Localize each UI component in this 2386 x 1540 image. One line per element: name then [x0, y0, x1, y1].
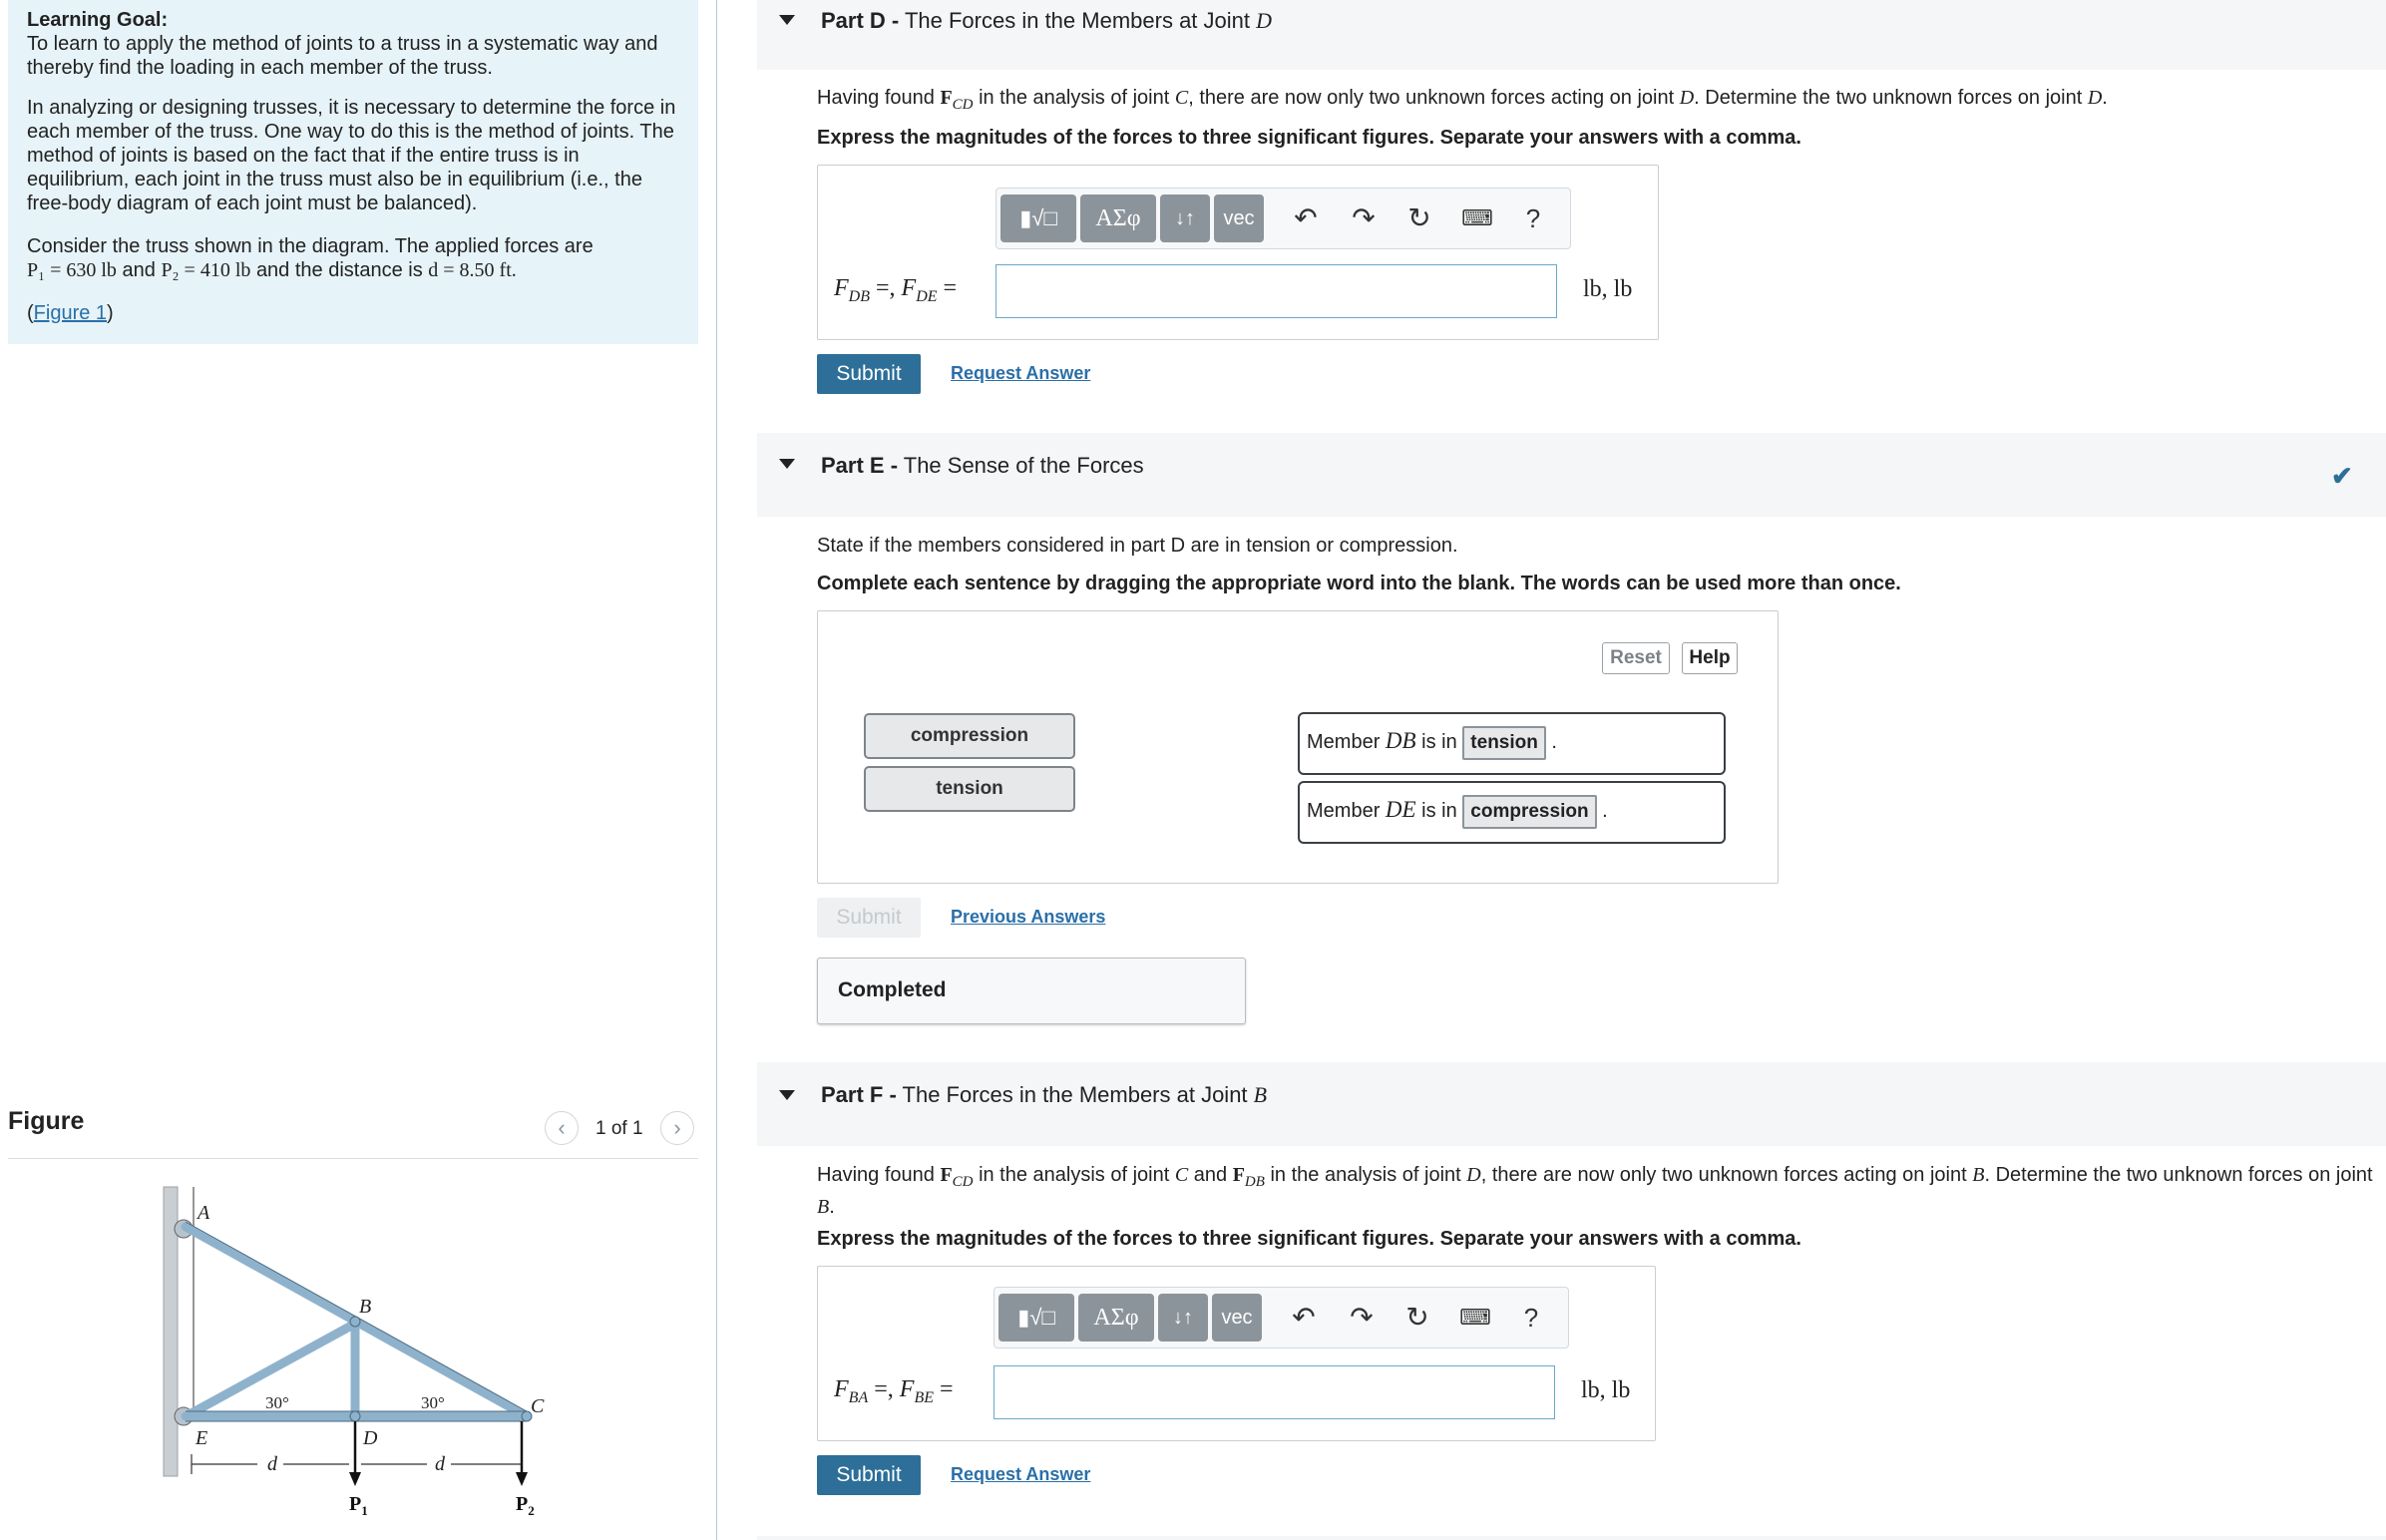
part-e-submit-button: Submit [817, 898, 921, 938]
part-f-title [821, 1082, 1267, 1108]
help-button[interactable]: ? [1523, 1303, 1539, 1333]
figure-pager: 1 of 1 [596, 1118, 643, 1139]
arrows-button[interactable]: ↓↑ [1158, 1294, 1208, 1342]
help-button[interactable]: ? [1525, 203, 1541, 233]
force-fcd-f: $F_{CD}$ [940, 1164, 974, 1190]
part-f-submit-button[interactable]: Submit [817, 1455, 921, 1495]
angle-label-c: 30° [421, 1393, 445, 1412]
reset-icon[interactable]: ↻ [1407, 202, 1431, 233]
templates-button[interactable] [998, 1294, 1074, 1342]
goal-text: To learn to apply the method of joints to a truss in a systematic way and thereby find the loading in each member of the truss. [27, 33, 658, 79]
part-e-title-text: The Sense of the Forces [903, 453, 1144, 478]
vec-button[interactable]: vec [1212, 1294, 1262, 1342]
label-a: A [198, 1202, 210, 1224]
part-d-intro-c: , there are now only two unknown forces acting on joint [1188, 87, 1675, 109]
keyboard-icon[interactable]: ⌨ [1461, 205, 1493, 230]
distance-value: d = 8.50 ft. [428, 259, 517, 281]
distance-lead: and the distance is [255, 259, 423, 281]
part-f-request-answer-link[interactable]: Request Answer [951, 1464, 1091, 1484]
reset-button[interactable]: Reset [1602, 642, 1670, 674]
greek-button[interactable]: ΑΣφ [1080, 194, 1156, 242]
part-e-instructions: Complete each sentence by dragging the appropriate word into the blank. The words can be used more than once. [817, 573, 1901, 594]
part-e-title [821, 453, 1144, 479]
arrows-button[interactable]: ↓↑ [1160, 194, 1210, 242]
part-d-intro-d: . Determine the two unknown forces on joint [1694, 87, 2083, 109]
part-d-instructions: Express the magnitudes of the forces to three significant figures. Separate your answers with a comma. [817, 127, 1801, 149]
part-e-intro: State if the members considered in part D are in tension or compression. [817, 535, 1458, 557]
figure-divider [8, 1158, 698, 1159]
templates-button[interactable] [1000, 194, 1076, 242]
part-e-drag-area [817, 610, 1779, 884]
label-c: C [531, 1395, 545, 1417]
joint-b [350, 1317, 360, 1327]
part-f-answer-input[interactable] [994, 1365, 1555, 1419]
label-d: D [363, 1427, 378, 1449]
joint-d-ref-2: D [2087, 87, 2103, 109]
next-part-edge [757, 1536, 2386, 1540]
prev-figure-button[interactable] [545, 1111, 579, 1145]
part-d-header[interactable] [757, 0, 2386, 70]
part-e-header[interactable] [757, 433, 2386, 517]
label-e: E [196, 1427, 208, 1449]
part-d-input-label: $F_{DB}$ =, $F_{DE}$ = [834, 275, 958, 305]
collapse-caret-icon [779, 459, 795, 469]
part-f-title-text: The Forces in the Members at Joint [902, 1082, 1248, 1107]
part-d-submit-button[interactable]: Submit [817, 354, 921, 394]
next-figure-button[interactable] [660, 1111, 694, 1145]
drop-zone-de[interactable]: compression [1462, 795, 1596, 829]
part-d-title-text: The Forces in the Members at Joint [904, 8, 1250, 33]
chevron-right-icon: › [673, 1115, 681, 1140]
figure-link-line: (Figure 1) [27, 302, 114, 324]
completed-text: Completed [838, 978, 947, 1001]
force-fcd: $F_{CD}$ [940, 87, 974, 113]
completed-status [817, 958, 1246, 1024]
figure-title: Figure [8, 1107, 85, 1135]
part-d-answer-box [817, 165, 1659, 340]
part-f-instructions: Express the magnitudes of the forces to three significant figures. Separate your answers with a comma. [817, 1228, 1801, 1250]
given-values-paragraph [27, 234, 685, 282]
part-d-units: lb, lb [1583, 276, 1633, 302]
part-d-intro-a: Having found [817, 87, 935, 109]
keyboard-icon[interactable]: ⌨ [1459, 1305, 1491, 1330]
arrow-head-p2 [516, 1472, 528, 1486]
joint-d-ref: D [1679, 87, 1695, 109]
previous-answers-link[interactable]: Previous Answers [951, 907, 1106, 927]
p1-value: P₁ = 630 lb [27, 259, 117, 281]
reset-icon[interactable]: ↻ [1405, 1302, 1429, 1333]
part-d-intro-e: . [2102, 87, 2108, 109]
label-d-dim2: d [435, 1453, 445, 1475]
member-db-var: DB [1385, 728, 1416, 753]
part-f-toolbar [994, 1287, 1569, 1348]
label-b: B [359, 1296, 372, 1318]
vec-button[interactable]: vec [1214, 194, 1264, 242]
help-button-e[interactable]: Help [1682, 642, 1738, 674]
force-fdb-f: $F_{DB}$ [1232, 1164, 1265, 1190]
part-f-input-label: $F_{BA}$ =, $F_{BE}$ = [834, 1376, 954, 1406]
drop-zone-db[interactable]: tension [1462, 726, 1546, 760]
part-d-intro [817, 86, 2108, 118]
chevron-left-icon: ‹ [558, 1115, 566, 1140]
and-text: and [122, 259, 156, 281]
part-d-prefix: Part D - [821, 8, 900, 33]
column-divider [716, 0, 717, 1540]
p2-value: P₂ = 410 lb [161, 259, 251, 281]
learning-goal-panel [8, 0, 698, 344]
part-d-toolbar [995, 188, 1571, 249]
part-e-prefix: Part E - [821, 453, 899, 478]
part-f-answer-box [817, 1266, 1656, 1441]
templates-icon: ▮√□ [1019, 205, 1057, 230]
label-p1: $P_1$ [349, 1493, 368, 1516]
sentence-db: Member DB is in tension . [1298, 712, 1726, 775]
label-d-dim1: d [267, 1453, 277, 1475]
collapse-caret-icon [779, 1090, 795, 1100]
intro-paragraph: In analyzing or designing trusses, it is necessary to determine the force in each member of the truss. One way to do this is the method of joints. The method of joints is based on the fact that if the entire truss is in equilibrium, each joint in the truss must also be in equilibrium (i.e., the free-body diagram of each joint must be balanced). [27, 97, 676, 214]
joint-c-ref: C [1174, 87, 1189, 109]
greek-button[interactable]: ΑΣφ [1078, 1294, 1154, 1342]
word-tile-tension[interactable]: tension [864, 766, 1075, 812]
part-d-title-var: D [1256, 8, 1273, 33]
part-d-request-answer-link[interactable]: Request Answer [951, 363, 1091, 383]
checkmark-icon: ✔ [2331, 461, 2353, 491]
arrow-head-p1 [349, 1472, 361, 1486]
truss-diagram [150, 1177, 569, 1516]
redo-icon[interactable]: ↷ [1352, 202, 1376, 233]
goal-heading: Learning Goal: [27, 9, 169, 31]
redo-icon[interactable]: ↷ [1350, 1302, 1374, 1333]
undo-icon[interactable]: ↶ [1292, 1302, 1316, 1333]
joint-d [350, 1411, 360, 1421]
part-d-answer-input[interactable] [995, 264, 1557, 318]
figure-link[interactable]: Figure 1 [33, 302, 108, 324]
part-d-intro-b: in the analysis of joint [979, 87, 1170, 109]
undo-icon[interactable]: ↶ [1294, 202, 1318, 233]
part-f-prefix: Part F - [821, 1082, 897, 1107]
part-f-header[interactable] [757, 1062, 2386, 1146]
member-de-var: DE [1385, 797, 1416, 822]
angle-label-e: 30° [265, 1393, 289, 1412]
templates-icon: ▮√□ [1017, 1305, 1055, 1330]
word-tile-compression[interactable]: compression [864, 713, 1075, 759]
collapse-caret-icon [779, 15, 795, 25]
label-p2: $P_2$ [516, 1493, 535, 1516]
sentence-de: Member DE is in compression . [1298, 781, 1726, 844]
part-f-intro: Having found $F_{CD}$ in the analysis of joint C and $F_{DB}$ in the analysis of joint D, there are now only two unknown forces acting on joint B. Determine the two unknown forces on joint B. [817, 1164, 2373, 1218]
part-d-title [821, 8, 1272, 34]
given-values-lead: Consider the truss shown in the diagram. The applied forces are [27, 235, 594, 257]
part-f-title-var: B [1253, 1082, 1268, 1107]
part-f-units: lb, lb [1581, 1377, 1631, 1403]
